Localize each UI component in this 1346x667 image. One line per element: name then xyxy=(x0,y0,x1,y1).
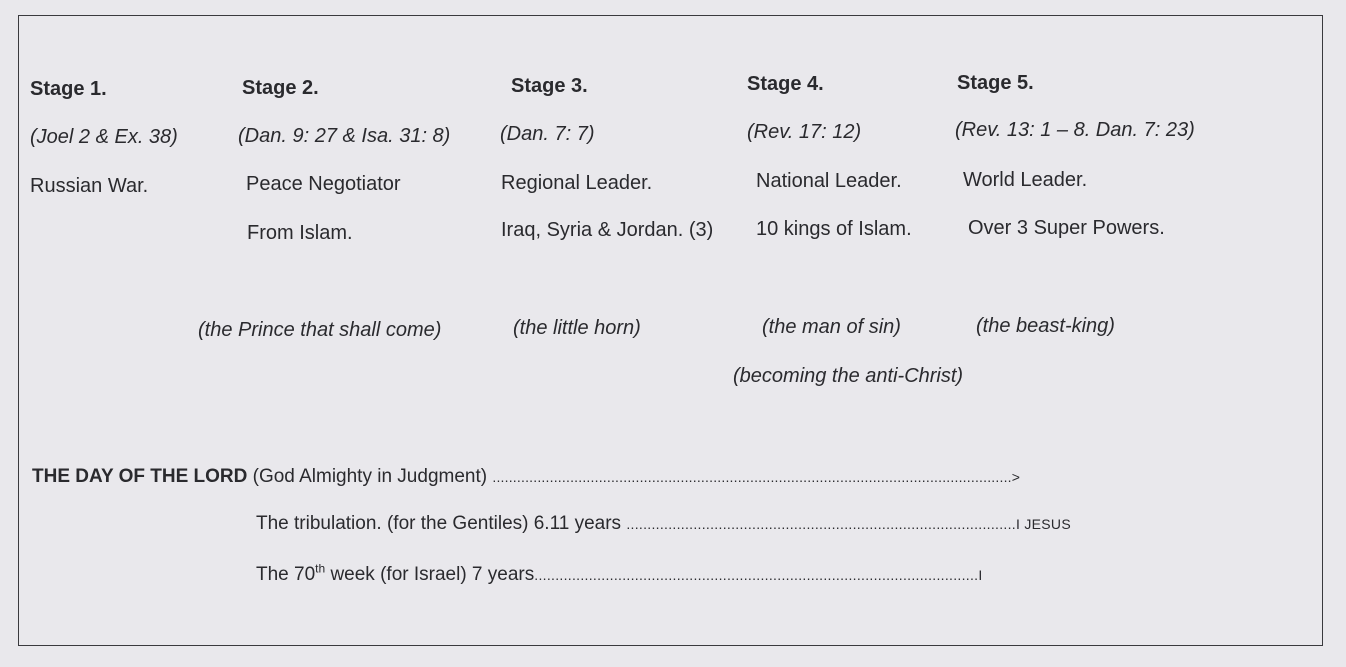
tribulation-dots: .............................................................................................I JESUS xyxy=(626,516,1071,532)
title-becoming-antichrist: (becoming the anti-Christ) xyxy=(733,365,964,387)
week-sup: th xyxy=(315,561,326,576)
week-dots: ..........................................................................................................I xyxy=(534,567,983,583)
title-little-horn: (the little horn) xyxy=(513,317,641,339)
stage-5-description: World Leader. xyxy=(963,169,1088,191)
day-of-lord-subtitle: (God Almighty in Judgment) xyxy=(247,466,493,487)
day-of-lord-dots: ...............................................................................................................................> xyxy=(492,469,1021,485)
stage-2-reference: (Dan. 9: 27 & Isa. 31: 8) xyxy=(238,125,451,147)
stage-2-title: Stage 2. xyxy=(242,77,319,99)
stage-4-description: National Leader. xyxy=(756,170,902,192)
stage-1-title: Stage 1. xyxy=(30,78,107,100)
stage-3-title: Stage 3. xyxy=(511,75,588,97)
week-label: week (for Israel) 7 years xyxy=(325,564,535,585)
stage-4-title: Stage 4. xyxy=(747,73,824,95)
week-prefix: The 70 xyxy=(256,564,316,585)
stage-5-reference: (Rev. 13: 1 – 8. Dan. 7: 23) xyxy=(955,119,1195,141)
stage-1-description: Russian War. xyxy=(30,175,149,197)
stage-3-detail: Iraq, Syria & Jordan. (3) xyxy=(501,219,714,241)
stage-4-reference: (Rev. 17: 12) xyxy=(747,121,862,143)
stage-2-description: Peace Negotiator xyxy=(246,173,401,195)
stage-3-description: Regional Leader. xyxy=(501,172,653,194)
title-beast-king: (the beast-king) xyxy=(976,315,1115,337)
stage-1-reference: (Joel 2 & Ex. 38) xyxy=(30,126,178,148)
seventieth-week-line xyxy=(256,563,983,587)
day-of-lord-heading: THE DAY OF THE LORD xyxy=(32,466,248,487)
day-of-lord-line xyxy=(32,465,1020,489)
stage-2-detail: From Islam. xyxy=(247,222,353,244)
stage-4-detail: 10 kings of Islam. xyxy=(756,218,912,240)
stage-5-title: Stage 5. xyxy=(957,72,1034,94)
stage-5-detail: Over 3 Super Powers. xyxy=(968,217,1165,239)
tribulation-line xyxy=(256,512,1071,536)
stage-3-reference: (Dan. 7: 7) xyxy=(500,123,595,145)
title-prince: (the Prince that shall come) xyxy=(198,319,442,341)
tribulation-label: The tribulation. (for the Gentiles) 6.11 years xyxy=(256,513,627,534)
title-man-of-sin: (the man of sin) xyxy=(762,316,901,338)
